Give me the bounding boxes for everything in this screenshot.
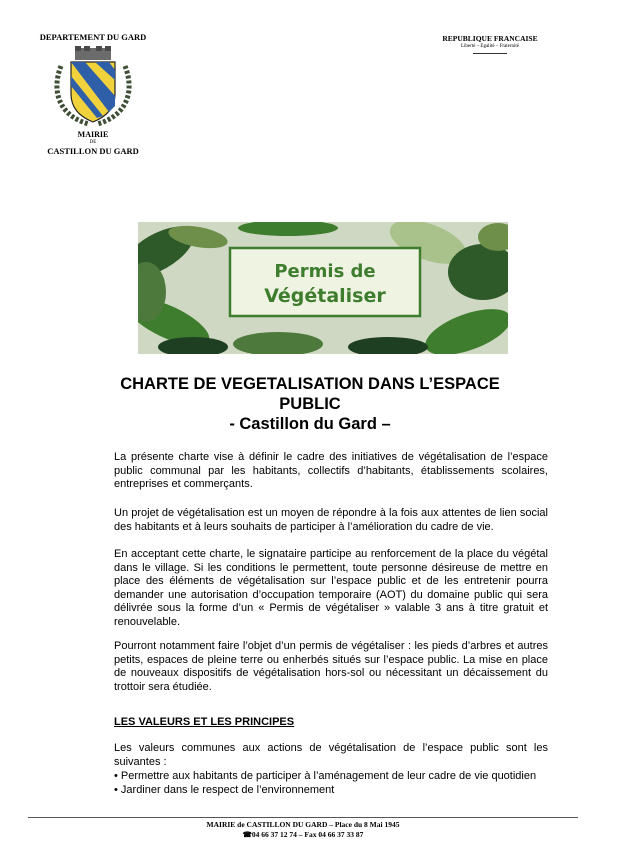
mairie-label: MAIRIE — [77, 130, 109, 139]
list-item: • Permettre aux habitants de participer à l’aménagement de leur cadre de vie quotidien — [114, 770, 537, 782]
footer-divider — [28, 817, 578, 818]
department-name: DEPARTEMENT DU GARD — [39, 32, 147, 42]
section-intro: Les valeurs communes aux actions de végétalisation de l’espace public sont les suivantes : — [114, 742, 548, 768]
banner-line1: Permis de — [274, 261, 376, 282]
title-line-1: CHARTE DE VEGETALISATION DANS L’ESPACE — [120, 375, 500, 393]
paragraph-3: En acceptant cette charte, le signataire participe au renforcement de la place du végétal dans le village. Si les conditions le permettent, toute personne désireuse de mettre en place des éléments de végétalisation sur l’espace public et de les entretenir pourra demander une autorisation d’occupation temporaire (AOT) du domaine public qui sera délivrée sous la forme d’un « Permis de végétaliser » valable 3 ans à titre gratuit et renouvelable. — [114, 548, 548, 628]
section-heading: LES VALEURS ET LES PRINCIPES — [114, 716, 295, 728]
commune-name: CASTILLON DU GARD — [47, 146, 139, 156]
coat-of-arms-icon — [51, 46, 135, 128]
permis-banner — [138, 222, 508, 354]
title-line-2: PUBLIC — [279, 395, 341, 413]
republic-motto: Liberté – Egalité – Fraternité — [460, 44, 520, 49]
republic-label: REPUBLIQUE FRANCAISE — [442, 34, 538, 43]
footer-address: MAIRIE de CASTILLON DU GARD – Place du 8 Mai 1945 — [206, 820, 400, 829]
banner-line2: Végétaliser — [264, 285, 386, 307]
paragraph-2: Un projet de végétalisation est un moyen de répondre à la fois aux attentes de lien social des habitants et à leurs souhaits de participer à l’amélioration du cadre de vie. — [114, 507, 548, 533]
paragraph-1: La présente charte vise à définir le cadre des initiatives de végétalisation de l’espace public communal par les habitants, collectifs d’habitants, établissements scolaires, entreprises et commerçants. — [114, 451, 548, 491]
de-label: DE — [89, 140, 97, 145]
footer — [28, 820, 578, 840]
header-left — [28, 32, 158, 156]
page-title — [60, 374, 560, 434]
header-rule — [473, 53, 507, 54]
values-list — [114, 770, 548, 797]
list-item: • Jardiner dans le respect de l’environnement — [114, 783, 335, 796]
paragraph-4: Pourront notamment faire l’objet d’un permis de végétaliser : les pieds d’arbres et autres petits, espaces de pleine terre ou enherbés situés sur l’espace public. La mise en place de nouveaux dispositifs de végétalisation hors-sol ou nécessitant un décaissement du trottoir sera étudiée. — [114, 640, 548, 693]
header-right — [415, 34, 565, 54]
title-line-3: - Castillon du Gard – — [229, 415, 391, 433]
footer-phone: ☎04 66 37 12 74 – Fax 04 66 37 33 87 — [242, 830, 364, 839]
